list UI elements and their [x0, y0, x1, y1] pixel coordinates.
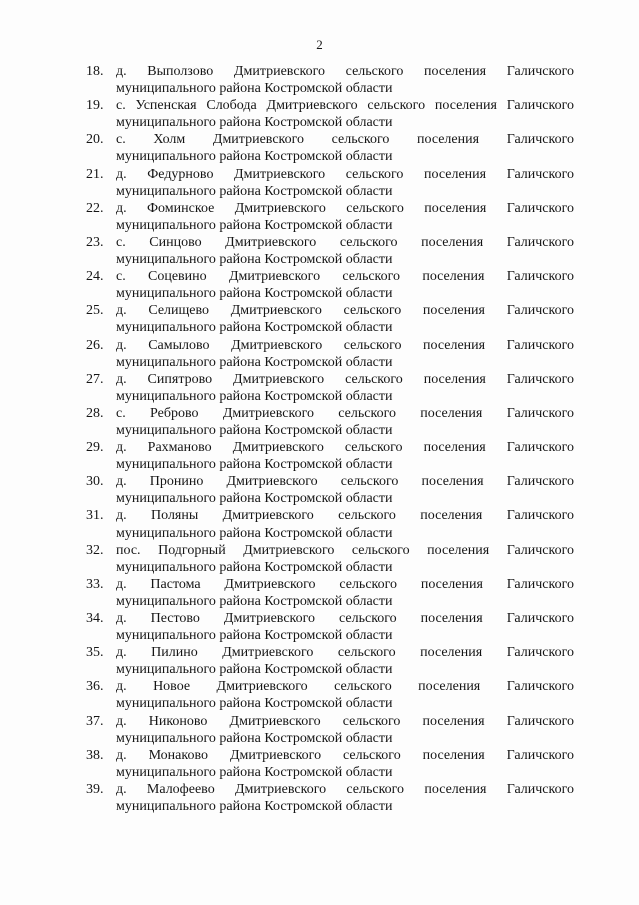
item-number: 20. [86, 132, 104, 148]
item-text [116, 302, 574, 336]
item-text-line-2: муниципального района Костромской области [116, 730, 393, 746]
item-text-line-2: муниципального района Костромской области [116, 354, 393, 370]
item-text-line-1: с. Синцово Дмитриевского сельского поселения Галичского [116, 234, 574, 250]
item-text-line-1: д. Монаково Дмитриевского сельского поселения Галичского [116, 747, 574, 763]
item-number: 24. [86, 269, 104, 285]
item-text-line-2: муниципального района Костромской области [116, 422, 393, 438]
item-text-line-1: д. Селищево Дмитриевского сельского поселения Галичского [116, 303, 574, 319]
item-text [116, 371, 574, 405]
list-item [86, 200, 574, 234]
item-number: 35. [86, 645, 104, 661]
item-text-line-2: муниципального района Костромской области [116, 183, 393, 199]
item-text [116, 781, 574, 815]
settlement-list [86, 63, 574, 815]
item-text [116, 131, 574, 165]
item-number: 18. [86, 64, 104, 79]
item-number: 39. [86, 781, 104, 797]
list-item [86, 405, 574, 439]
item-text-line-1: д. Выползово Дмитриевского сельского поселения Галичского [116, 64, 574, 79]
list-item [86, 713, 574, 747]
item-text [116, 97, 574, 131]
list-item [86, 371, 574, 405]
item-text-line-2: муниципального района Костромской области [116, 388, 393, 404]
item-text [116, 542, 574, 576]
item-text-line-2: муниципального района Костромской области [116, 696, 393, 712]
item-text-line-1: с. Холм Дмитриевского сельского поселения Галичского [116, 132, 574, 148]
list-item [86, 507, 574, 541]
list-item [86, 131, 574, 165]
item-text [116, 200, 574, 234]
item-text-line-2: муниципального района Костромской области [116, 593, 393, 609]
item-number: 19. [86, 98, 104, 114]
item-text-line-2: муниципального района Костромской области [116, 217, 393, 233]
item-text [116, 747, 574, 781]
item-text-line-1: д. Никоново Дмитриевского сельского поселения Галичского [116, 713, 574, 729]
item-text [116, 405, 574, 439]
item-text [116, 439, 574, 473]
item-text-line-1: д. Новое Дмитриевского сельского поселения Галичского [116, 679, 574, 695]
item-number: 31. [86, 508, 104, 524]
item-text-line-1: пос. Подгорный Дмитриевского сельского поселения Галичского [116, 542, 574, 558]
item-number: 38. [86, 747, 104, 763]
item-text-line-2: муниципального района Костромской области [116, 662, 393, 678]
item-text-line-2: муниципального района Костромской области [116, 81, 393, 97]
item-number: 33. [86, 576, 104, 592]
item-number: 34. [86, 611, 104, 626]
item-text [116, 678, 574, 712]
item-number: 22. [86, 200, 104, 216]
item-number: 25. [86, 303, 104, 319]
list-item [86, 166, 574, 200]
item-text-line-1: д. Федурново Дмитриевского сельского поселения Галичского [116, 166, 574, 182]
item-number: 28. [86, 405, 104, 421]
item-text-line-1: д. Сипятрово Дмитриевского сельского поселения Галичского [116, 371, 574, 387]
item-text-line-1: с. Реброво Дмитриевского сельского поселения Галичского [116, 405, 574, 421]
list-item [86, 63, 574, 97]
list-item [86, 678, 574, 712]
item-text-line-2: муниципального района Костромской области [116, 457, 393, 473]
item-text-line-2: муниципального района Костромской области [116, 628, 393, 644]
item-text-line-1: д. Поляны Дмитриевского сельского поселения Галичского [116, 508, 574, 524]
list-item [86, 234, 574, 268]
item-text-line-2: муниципального района Костромской области [116, 149, 393, 165]
item-number: 37. [86, 713, 104, 729]
item-text-line-1: с. Соцевино Дмитриевского сельского поселения Галичского [116, 269, 574, 285]
item-text-line-1: д. Пронино Дмитриевского сельского поселения Галичского [116, 474, 574, 490]
list-item [86, 97, 574, 131]
item-text-line-2: муниципального района Костромской области [116, 252, 393, 268]
list-item [86, 781, 574, 815]
item-text-line-1: с. Успенская Слобода Дмитриевского сельского поселения Галичского [116, 98, 574, 114]
item-text-line-1: д. Фоминское Дмитриевского сельского поселения Галичского [116, 200, 574, 216]
item-text-line-2: муниципального района Костромской области [116, 799, 393, 815]
page-number: 2 [316, 37, 323, 52]
item-number: 32. [86, 542, 104, 558]
item-text-line-1: д. Самылово Дмитриевского сельского поселения Галичского [116, 337, 574, 353]
item-text [116, 473, 574, 507]
item-text [116, 713, 574, 747]
item-number: 27. [86, 371, 104, 387]
item-number: 23. [86, 234, 104, 250]
item-text [116, 610, 574, 644]
item-text-line-2: муниципального района Костромской области [116, 115, 393, 131]
list-item [86, 302, 574, 336]
item-text-line-1: д. Малофеево Дмитриевского сельского поселения Галичского [116, 781, 574, 797]
item-number: 29. [86, 440, 104, 456]
list-item [86, 473, 574, 507]
item-number: 36. [86, 679, 104, 695]
item-text [116, 268, 574, 302]
list-item [86, 610, 574, 644]
item-text [116, 644, 574, 678]
item-text-line-2: муниципального района Костромской области [116, 559, 393, 575]
item-text [116, 337, 574, 371]
list-item [86, 644, 574, 678]
item-number: 26. [86, 337, 104, 353]
item-text-line-2: муниципального района Костромской области [116, 525, 393, 541]
item-number: 30. [86, 474, 104, 490]
list-item [86, 747, 574, 781]
item-text [116, 234, 574, 268]
item-text [116, 507, 574, 541]
item-text-line-2: муниципального района Костромской области [116, 286, 393, 302]
list-item [86, 268, 574, 302]
item-text-line-2: муниципального района Костромской области [116, 764, 393, 780]
item-text-line-1: д. Пилино Дмитриевского сельского поселения Галичского [116, 645, 574, 661]
item-number: 21. [86, 166, 104, 182]
item-text-line-2: муниципального района Костромской области [116, 320, 393, 336]
item-text [116, 576, 574, 610]
list-item [86, 337, 574, 371]
item-text-line-1: д. Рахманово Дмитриевского сельского поселения Галичского [116, 440, 574, 456]
item-text-line-1: д. Пестово Дмитриевского сельского поселения Галичского [116, 611, 574, 626]
list-item [86, 542, 574, 576]
item-text-line-2: муниципального района Костромской области [116, 491, 393, 507]
item-text [116, 63, 574, 97]
list-item [86, 576, 574, 610]
item-text-line-1: д. Пастома Дмитриевского сельского поселения Галичского [116, 576, 574, 592]
item-text [116, 166, 574, 200]
list-item [86, 439, 574, 473]
